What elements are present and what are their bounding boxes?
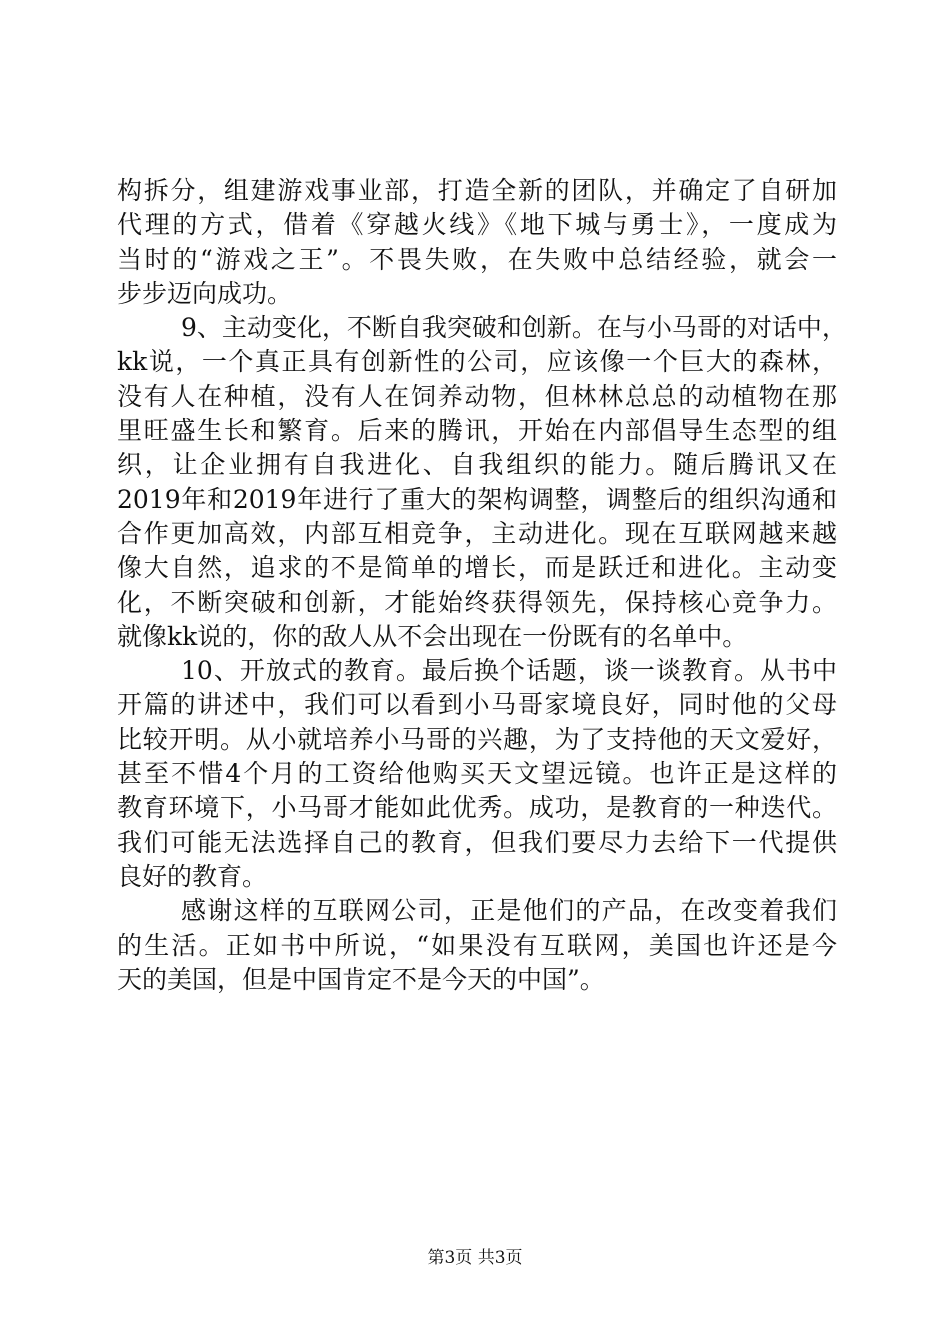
document-body [117,174,847,997]
text-line: 合作更加高效，内部互相竞争，主动进化。现在互联网越来越 [117,518,837,548]
text-line: 10、开放式的教育。最后换个话题，谈一谈教育。从书中 [181,656,837,686]
text-line: 2019年和2019年进行了重大的架构调整，调整后的组织沟通和 [117,484,837,514]
text-line: 教育环境下，小马哥才能如此优秀。成功，是教育的一种迭代。 [117,793,837,823]
text-line: kk说，一个真正具有创新性的公司，应该像一个巨大的森林， [117,347,837,377]
text-line: 就像kk说的，你的敌人从不会出现在一份既有的名单中。 [117,621,748,651]
text-line: 开篇的讲述中，我们可以看到小马哥家境良好，同时他的父母 [117,690,837,720]
text-line: 甚至不惜4个月的工资给他购买天文望远镜。也许正是这样的 [117,759,837,789]
text-line: 感谢这样的互联网公司，正是他们的产品，在改变着我们 [181,896,837,926]
text-line: 化，不断突破和创新，才能始终获得领先，保持核心竞争力。 [117,587,837,617]
text-line: 织，让企业拥有自我进化、自我组织的能力。随后腾讯又在 [117,450,837,480]
page-number-footer: 第3页 共3页 [427,1248,523,1268]
text-line: 9、主动变化，不断自我突破和创新。在与小马哥的对话中， [181,313,847,343]
text-line: 像大自然，追求的不是简单的增长，而是跃迁和进化。主动变 [117,553,837,583]
text-line: 步步迈向成功。 [117,278,293,308]
text-line: 构拆分，组建游戏事业部，打造全新的团队，并确定了自研加 [117,176,837,205]
text-line: 比较开明。从小就培养小马哥的兴趣，为了支持他的天文爱好， [117,724,837,754]
text-line: 天的美国，但是中国肯定不是今天的中国”。 [117,964,605,994]
text-line: 里旺盛生长和繁育。后来的腾讯，开始在内部倡导生态型的组 [117,416,837,446]
text-line: 代理的方式，借着《穿越火线》《地下城与勇士》，一度成为 [117,210,837,240]
text-line: 良好的教育。 [117,861,268,891]
text-line: 没有人在种植，没有人在饲养动物，但林林总总的动植物在那 [117,381,837,411]
text-line: 的生活。正如书中所说，“如果没有互联网，美国也许还是今 [117,930,837,960]
text-line: 当时的“游戏之王”。不畏失败，在失败中总结经验，就会一 [117,244,837,274]
text-line: 我们可能无法选择自己的教育，但我们要尽力去给下一代提供 [117,827,837,857]
